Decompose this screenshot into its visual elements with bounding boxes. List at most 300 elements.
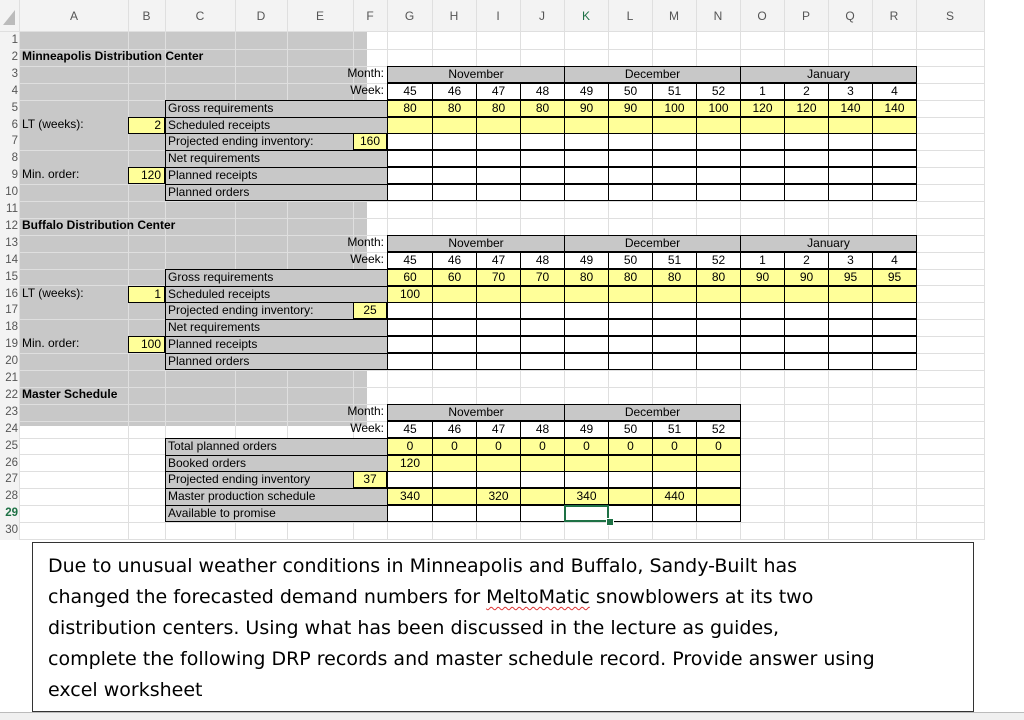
projected-inventory-cell[interactable] [432,471,477,488]
week-number[interactable]: 48 [520,421,565,438]
empty-record-cell[interactable] [872,184,917,201]
master-row-label: Projected ending inventory [165,471,387,488]
empty-record-cell[interactable] [652,184,697,201]
empty-record-cell[interactable] [432,319,477,336]
empty-record-cell[interactable] [608,133,653,150]
booked-orders-cell[interactable] [564,455,609,472]
selected-cell[interactable] [564,505,609,522]
gross-requirement-cell[interactable]: 90 [608,100,653,117]
empty-record-cell[interactable] [696,150,741,167]
gross-requirement-cell[interactable]: 80 [564,269,609,286]
instructions-line-2-a: changed the forecasted demand numbers for [48,586,487,608]
gross-requirement-cell[interactable]: 95 [872,269,917,286]
week-number[interactable]: 52 [696,83,741,100]
total-planned-orders-cell[interactable]: 0 [652,438,697,455]
empty-record-cell[interactable] [784,336,829,353]
master-initial-inventory-input[interactable]: 37 [353,471,387,488]
scheduled-receipt-cell[interactable] [608,286,653,303]
column-header-o[interactable]: O [757,9,767,23]
booked-orders-cell[interactable]: 120 [387,455,433,472]
projected-inventory-cell[interactable] [476,471,521,488]
empty-record-cell[interactable] [784,319,829,336]
empty-record-cell[interactable] [652,336,697,353]
empty-record-cell[interactable] [784,302,829,319]
lt-label: LT (weeks): [20,286,128,303]
empty-record-cell[interactable] [564,336,609,353]
column-header-e[interactable]: E [315,9,324,23]
empty-record-cell[interactable] [828,353,873,370]
available-to-promise-cell[interactable] [520,505,565,522]
scheduled-receipt-cell[interactable] [608,117,653,134]
week-number[interactable]: 46 [432,83,477,100]
week-number[interactable]: 4 [872,252,917,269]
gross-requirement-cell[interactable]: 60 [387,269,433,286]
initial-inventory-input[interactable]: 25 [353,302,387,319]
scheduled-receipt-cell[interactable] [740,117,785,134]
lead-time-input[interactable]: 1 [128,286,165,303]
row-header-2[interactable]: 2 [11,50,18,63]
column-header-f[interactable]: F [366,9,374,23]
scheduled-receipt-cell[interactable] [520,117,565,134]
empty-record-cell[interactable] [740,336,785,353]
empty-record-cell[interactable] [476,150,521,167]
min-order-label: Min. order: [20,336,128,353]
gross-requirement-cell[interactable]: 80 [696,269,741,286]
empty-record-cell[interactable] [652,302,697,319]
empty-record-cell[interactable] [476,184,521,201]
month-header-december: December [564,404,741,421]
row-header-29[interactable]: 29 [5,507,18,520]
projected-inventory-cell[interactable] [520,471,565,488]
empty-record-cell[interactable] [432,336,477,353]
scheduled-receipt-cell[interactable] [740,286,785,303]
week-number[interactable]: 3 [828,83,873,100]
empty-record-cell[interactable] [476,319,521,336]
week-number[interactable]: 51 [652,83,697,100]
gross-requirement-cell[interactable]: 80 [432,100,477,117]
empty-record-cell[interactable] [784,184,829,201]
scheduled-receipt-cell[interactable] [387,117,433,134]
row-header-8[interactable]: 8 [11,152,18,165]
row-header-12[interactable]: 12 [5,219,18,232]
empty-record-cell[interactable] [520,319,565,336]
month-header-december: December [564,66,741,83]
master-row-label: Available to promise [165,505,387,522]
empty-record-cell[interactable] [432,184,477,201]
row-header-1[interactable]: 1 [11,34,18,46]
column-header-a[interactable]: A [69,9,78,23]
total-planned-orders-cell[interactable]: 0 [608,438,653,455]
empty-record-cell[interactable] [564,133,609,150]
empty-record-cell[interactable] [828,319,873,336]
scheduled-receipt-cell[interactable] [696,117,741,134]
booked-orders-cell[interactable] [432,455,477,472]
minneapolis-title: Minneapolis Distribution Center [22,48,204,63]
column-header-n[interactable]: N [713,9,723,23]
empty-record-cell[interactable] [564,184,609,201]
row-header-4[interactable]: 4 [11,84,18,97]
empty-record-cell[interactable] [608,336,653,353]
empty-record-cell[interactable] [432,302,477,319]
row-header-19[interactable]: 19 [5,338,18,351]
week-number[interactable]: 52 [696,252,741,269]
empty-record-cell[interactable] [828,336,873,353]
week-number[interactable]: 1 [740,252,785,269]
min-order-input[interactable]: 100 [128,336,165,353]
month-header-january: January [740,235,917,252]
column-header-q[interactable]: Q [845,9,855,23]
projected-inventory-cell[interactable] [652,471,697,488]
instructions-textbox[interactable] [32,542,974,712]
empty-record-cell[interactable] [872,302,917,319]
row-header-17[interactable]: 17 [5,304,18,317]
empty-record-cell[interactable] [740,133,785,150]
empty-record-cell[interactable] [476,167,521,184]
week-number[interactable]: 49 [564,421,609,438]
empty-record-cell[interactable] [828,150,873,167]
scheduled-receipt-cell[interactable] [828,286,873,303]
projected-inventory-cell[interactable] [387,471,433,488]
scheduled-receipt-cell[interactable]: 100 [387,286,433,303]
week-number[interactable]: 45 [387,83,433,100]
column-header-s[interactable]: S [945,9,954,23]
column-header-g[interactable]: G [404,9,415,23]
projected-inventory-cell[interactable] [564,471,609,488]
week-number[interactable]: 48 [520,83,565,100]
empty-record-cell[interactable] [652,167,697,184]
gross-requirement-cell[interactable]: 60 [432,269,477,286]
column-header-j[interactable]: J [539,9,545,23]
scheduled-receipt-cell[interactable] [432,117,477,134]
gross-requirement-cell[interactable]: 140 [828,100,873,117]
empty-record-cell[interactable] [387,302,433,319]
row-header-9[interactable]: 9 [11,169,18,182]
total-planned-orders-cell[interactable]: 0 [476,438,521,455]
empty-record-cell[interactable] [520,353,565,370]
column-header-h[interactable]: H [449,9,459,23]
week-number[interactable]: 50 [608,252,653,269]
row-header-11[interactable]: 11 [6,203,18,215]
row-header-30[interactable]: 30 [5,524,18,537]
scheduled-receipt-cell[interactable] [520,286,565,303]
gross-requirement-cell[interactable]: 95 [828,269,873,286]
available-to-promise-cell[interactable] [696,505,741,522]
total-planned-orders-cell[interactable]: 0 [387,438,433,455]
row-header-25[interactable]: 25 [5,439,18,452]
empty-record-cell[interactable] [696,167,741,184]
empty-record-cell[interactable] [828,167,873,184]
row-header-23[interactable]: 23 [5,405,18,418]
empty-record-cell[interactable] [652,150,697,167]
empty-record-cell[interactable] [476,336,521,353]
empty-record-cell[interactable] [784,150,829,167]
projected-inventory-cell[interactable] [608,471,653,488]
mps-cell[interactable]: 340 [387,488,433,505]
empty-record-cell[interactable] [696,353,741,370]
available-to-promise-cell[interactable] [476,505,521,522]
booked-orders-cell[interactable] [520,455,565,472]
empty-record-cell[interactable] [696,133,741,150]
empty-record-cell[interactable] [784,167,829,184]
column-header-l[interactable]: L [626,9,634,23]
mps-cell[interactable]: 340 [564,488,609,505]
row-header-28[interactable]: 28 [5,490,18,503]
projected-inventory-cell[interactable] [696,471,741,488]
scheduled-receipt-cell[interactable] [872,286,917,303]
scheduled-receipt-cell[interactable] [432,286,477,303]
select-all-corner[interactable] [2,8,16,26]
gross-requirement-cell[interactable]: 140 [872,100,917,117]
week-number[interactable]: 45 [387,421,433,438]
scheduled-receipt-cell[interactable] [784,117,829,134]
week-number[interactable]: 45 [387,252,433,269]
gross-requirement-cell[interactable]: 80 [520,100,565,117]
row-header-20[interactable]: 20 [5,355,18,368]
empty-record-cell[interactable] [872,319,917,336]
row-label: Net requirements [165,319,387,336]
empty-record-cell[interactable] [740,302,785,319]
gross-requirement-cell[interactable]: 120 [740,100,785,117]
empty-record-cell[interactable] [828,302,873,319]
row-header-18[interactable]: 18 [5,321,18,334]
week-number[interactable]: 3 [828,252,873,269]
gross-requirement-cell[interactable]: 90 [784,269,829,286]
month-header-december: December [564,235,741,252]
row-header-3[interactable]: 3 [11,67,18,80]
min-order-input[interactable]: 120 [128,167,165,184]
scheduled-receipt-cell[interactable] [652,286,697,303]
total-planned-orders-cell[interactable]: 0 [696,438,741,455]
week-number[interactable]: 47 [476,83,521,100]
scheduled-receipt-cell[interactable] [476,117,521,134]
week-number[interactable]: 51 [652,421,697,438]
empty-record-cell[interactable] [387,133,433,150]
instructions-line-1: Due to unusual weather conditions in Minneapolis and Buffalo, Sandy-Built has [48,555,798,577]
lead-time-input[interactable]: 2 [128,117,165,134]
master-row-label: Booked orders [165,455,387,472]
empty-record-cell[interactable] [696,302,741,319]
row-header-10[interactable]: 10 [5,186,18,199]
gross-requirement-cell[interactable]: 90 [740,269,785,286]
gridline-v [984,0,985,540]
week-number[interactable]: 50 [608,83,653,100]
week-number[interactable]: 1 [740,83,785,100]
gross-requirement-cell[interactable]: 80 [652,269,697,286]
empty-record-cell[interactable] [652,319,697,336]
gross-requirement-cell[interactable]: 80 [387,100,433,117]
gross-requirement-cell[interactable]: 80 [476,100,521,117]
week-number[interactable]: 51 [652,252,697,269]
scheduled-receipt-cell[interactable] [784,286,829,303]
empty-record-cell[interactable] [740,184,785,201]
empty-record-cell[interactable] [387,150,433,167]
empty-record-cell[interactable] [652,133,697,150]
column-header-p[interactable]: P [801,9,810,23]
week-number[interactable]: 47 [476,252,521,269]
empty-record-cell[interactable] [740,167,785,184]
available-to-promise-cell[interactable] [432,505,477,522]
week-number[interactable]: 2 [784,83,829,100]
empty-record-cell[interactable] [608,302,653,319]
week-number[interactable]: 4 [872,83,917,100]
empty-record-cell[interactable] [872,167,917,184]
empty-record-cell[interactable] [872,353,917,370]
total-planned-orders-cell[interactable]: 0 [520,438,565,455]
row-header-24[interactable]: 24 [5,422,18,435]
week-number[interactable]: 49 [564,252,609,269]
row-label: Gross requirements [165,269,387,286]
scheduled-receipt-cell[interactable] [872,117,917,134]
empty-record-cell[interactable] [564,319,609,336]
available-to-promise-cell[interactable] [387,505,433,522]
empty-record-cell[interactable] [828,133,873,150]
row-label: Projected ending inventory: [165,133,387,150]
row-header-22[interactable]: 22 [5,388,18,401]
column-header-c[interactable]: C [195,9,205,23]
mps-cell[interactable]: 320 [476,488,521,505]
empty-record-cell[interactable] [564,353,609,370]
column-header-d[interactable]: D [256,9,266,23]
week-number[interactable]: 49 [564,83,609,100]
empty-record-cell[interactable] [387,353,433,370]
empty-record-cell[interactable] [520,184,565,201]
empty-record-cell[interactable] [520,150,565,167]
column-header-k[interactable]: K [581,9,590,23]
empty-record-cell[interactable] [476,353,521,370]
empty-record-cell[interactable] [476,302,521,319]
booked-orders-cell[interactable] [696,455,741,472]
column-header-r[interactable]: R [889,9,899,23]
empty-record-cell[interactable] [387,336,433,353]
empty-record-cell[interactable] [608,167,653,184]
booked-orders-cell[interactable] [476,455,521,472]
instructions-line-4: complete the following DRP records and master schedule record. Provide answer using [48,648,875,670]
gross-requirement-cell[interactable]: 120 [784,100,829,117]
mps-cell[interactable] [696,488,741,505]
empty-record-cell[interactable] [872,150,917,167]
scheduled-receipt-cell[interactable] [564,286,609,303]
month-header-november: November [387,404,565,421]
week-number[interactable]: 48 [520,252,565,269]
gross-requirement-cell[interactable]: 90 [564,100,609,117]
empty-record-cell[interactable] [564,167,609,184]
empty-record-cell[interactable] [608,184,653,201]
empty-record-cell[interactable] [652,353,697,370]
empty-record-cell[interactable] [608,319,653,336]
month-label: Month: [347,234,384,249]
week-number[interactable]: 52 [696,421,741,438]
week-number[interactable]: 47 [476,421,521,438]
scheduled-receipt-cell[interactable] [652,117,697,134]
empty-record-cell[interactable] [432,167,477,184]
week-number[interactable]: 50 [608,421,653,438]
empty-record-cell[interactable] [696,336,741,353]
empty-record-cell[interactable] [387,319,433,336]
gross-requirement-cell[interactable]: 80 [608,269,653,286]
available-to-promise-cell[interactable] [652,505,697,522]
row-header-5[interactable]: 5 [11,101,18,114]
empty-record-cell[interactable] [564,302,609,319]
empty-record-cell[interactable] [432,353,477,370]
empty-record-cell[interactable] [872,336,917,353]
column-header-m[interactable]: M [669,9,679,23]
gross-requirement-cell[interactable]: 70 [520,269,565,286]
empty-record-cell[interactable] [784,133,829,150]
row-header-26[interactable]: 26 [5,456,18,469]
empty-record-cell[interactable] [432,133,477,150]
scheduled-receipt-cell[interactable] [696,286,741,303]
scheduled-receipt-cell[interactable] [476,286,521,303]
mps-cell[interactable] [432,488,477,505]
empty-record-cell[interactable] [784,353,829,370]
row-header-15[interactable]: 15 [5,270,18,283]
available-to-promise-cell[interactable] [608,505,653,522]
row-header-6[interactable]: 6 [11,118,18,131]
empty-record-cell[interactable] [696,184,741,201]
booked-orders-cell[interactable] [652,455,697,472]
week-number[interactable]: 2 [784,252,829,269]
column-header-b[interactable]: B [142,9,151,23]
master-row-label: Master production schedule [165,488,387,505]
gross-requirement-cell[interactable]: 100 [652,100,697,117]
empty-record-cell[interactable] [740,319,785,336]
empty-record-cell[interactable] [740,353,785,370]
empty-record-cell[interactable] [828,184,873,201]
gross-requirement-cell[interactable]: 70 [476,269,521,286]
row-header-13[interactable]: 13 [5,236,18,249]
empty-record-cell[interactable] [387,184,433,201]
week-number[interactable]: 46 [432,421,477,438]
empty-record-cell[interactable] [608,353,653,370]
row-header-14[interactable]: 14 [5,253,18,266]
empty-record-cell[interactable] [520,336,565,353]
empty-record-cell[interactable] [520,133,565,150]
scheduled-receipt-cell[interactable] [564,117,609,134]
row-header-21[interactable]: 21 [5,372,18,384]
initial-inventory-input[interactable]: 160 [353,133,387,150]
week-number[interactable]: 46 [432,252,477,269]
empty-record-cell[interactable] [520,302,565,319]
gridline-h [20,370,984,371]
scheduled-receipt-cell[interactable] [828,117,873,134]
gross-requirement-cell[interactable]: 100 [696,100,741,117]
lt-label: LT (weeks): [20,117,128,134]
total-planned-orders-cell[interactable]: 0 [432,438,477,455]
empty-record-cell[interactable] [608,150,653,167]
month-label: Month: [347,65,384,80]
empty-record-cell[interactable] [520,167,565,184]
row-header-27[interactable]: 27 [5,473,18,486]
empty-record-cell[interactable] [740,150,785,167]
mps-cell[interactable] [520,488,565,505]
empty-record-cell[interactable] [564,150,609,167]
instructions-line-2-c: snowblowers at its two [589,586,814,608]
booked-orders-cell[interactable] [608,455,653,472]
total-planned-orders-cell[interactable]: 0 [564,438,609,455]
column-header-i[interactable]: I [496,9,500,23]
mps-cell[interactable] [608,488,653,505]
empty-record-cell[interactable] [476,133,521,150]
row-header-16[interactable]: 16 [5,287,18,300]
empty-record-cell[interactable] [387,167,433,184]
row-header-7[interactable]: 7 [11,135,18,148]
gridline-h [20,539,984,540]
empty-record-cell[interactable] [696,319,741,336]
mps-cell[interactable]: 440 [652,488,697,505]
fill-handle[interactable] [606,518,614,526]
empty-record-cell[interactable] [872,133,917,150]
empty-record-cell[interactable] [432,150,477,167]
